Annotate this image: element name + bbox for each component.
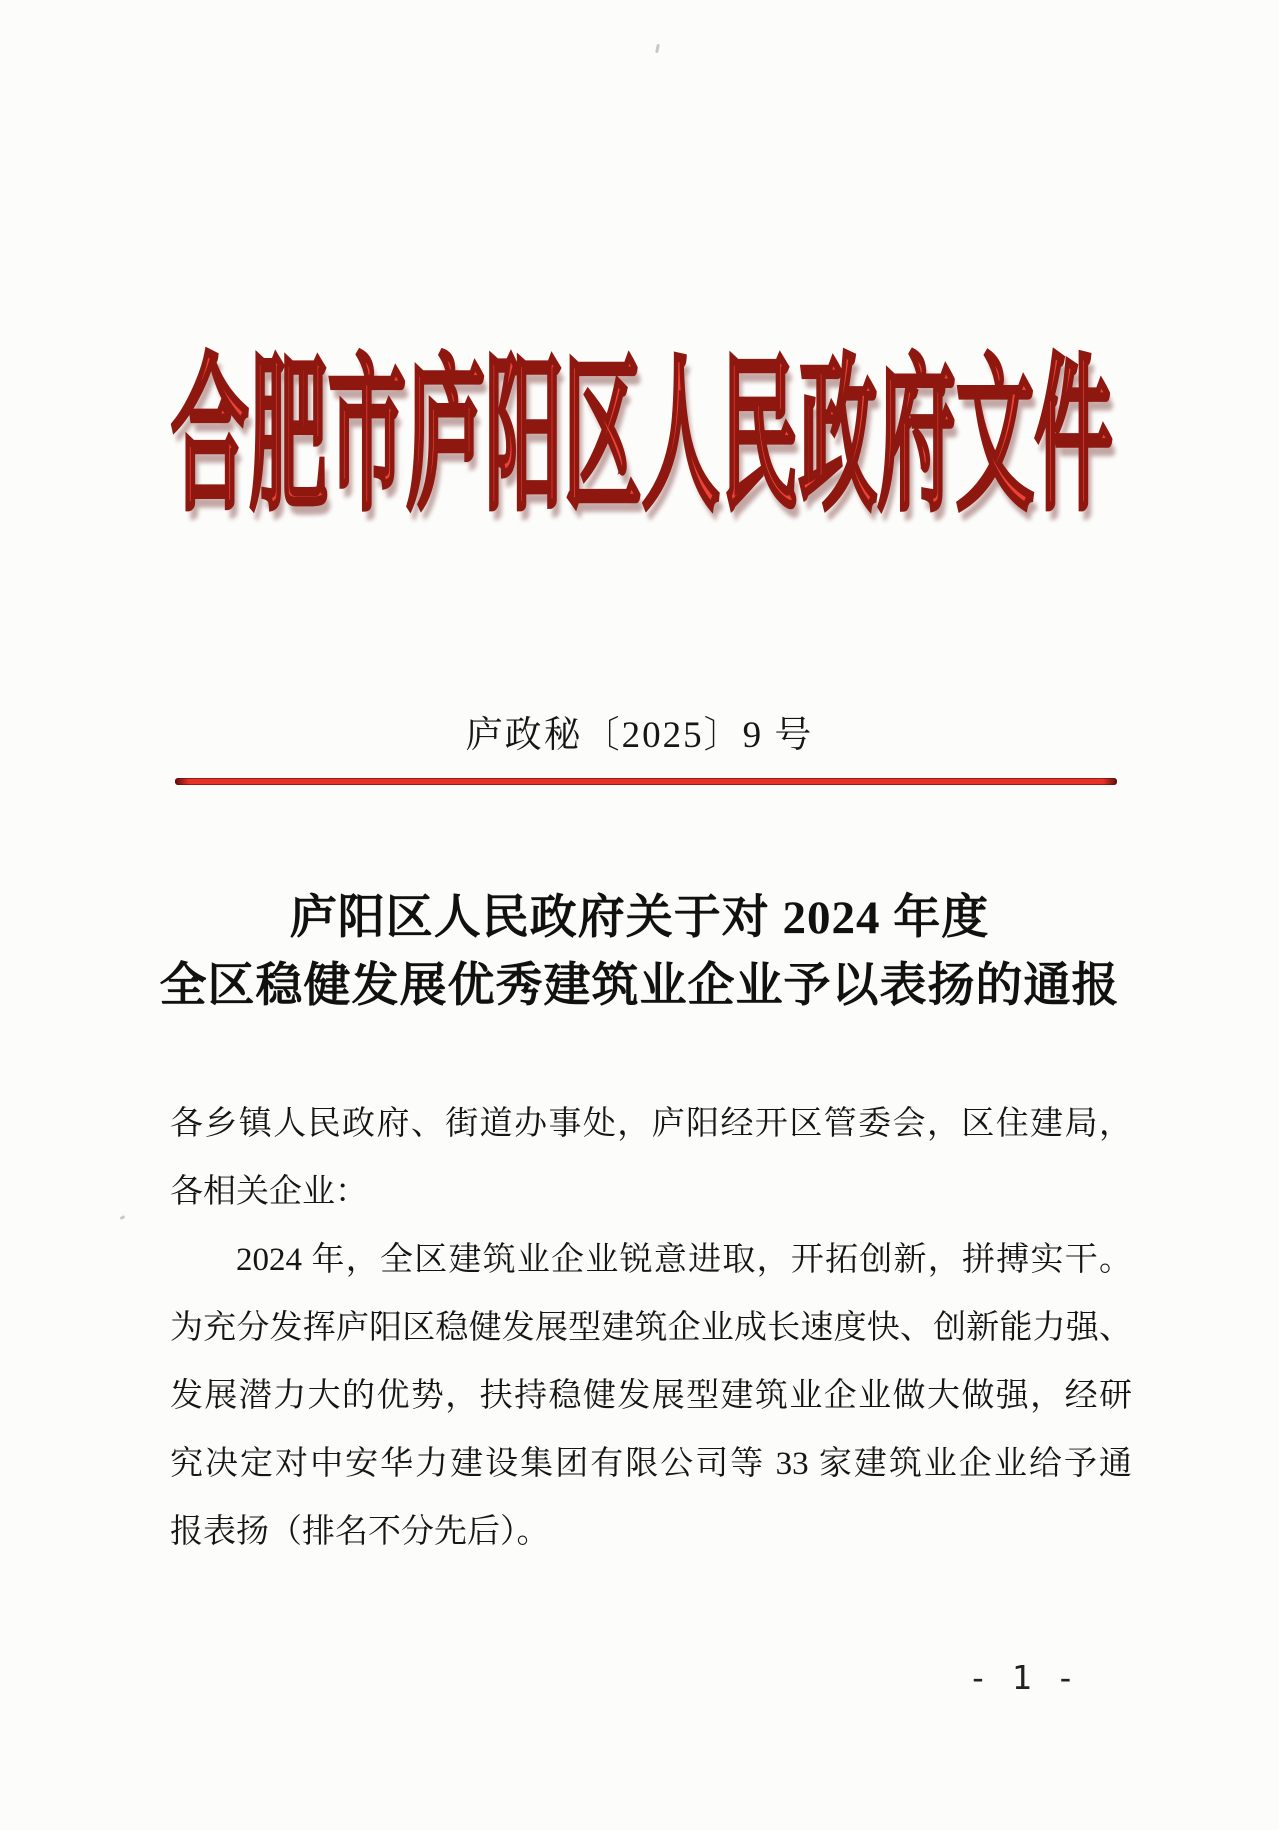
salutation-line: 各乡镇人民政府、街道办事处，庐阳经开区管委会，区住建局， xyxy=(170,1106,1132,1142)
document-title xyxy=(0,884,1279,1020)
body-line: 报表扬（排名不分先后）。 xyxy=(170,1514,550,1550)
red-rule-divider xyxy=(175,778,1117,785)
body-line: 发展潜力大的优势，扶持稳健发展型建筑业企业做大做强，经研 xyxy=(170,1378,1132,1414)
scan-artifact xyxy=(655,44,660,53)
body-line: 2024 年，全区建筑业企业锐意进取，开拓创新，拼搏实干。 xyxy=(236,1242,1132,1278)
page-number: - 1 - xyxy=(968,1658,1078,1697)
body-line: 为充分发挥庐阳区稳健发展型建筑企业成长速度快、创新能力强、 xyxy=(170,1310,1132,1346)
letterhead-title: 合肥市庐阳区人民政府文件 xyxy=(170,343,1113,531)
document-body xyxy=(170,1090,1132,1566)
document-title-line2: 全区稳健发展优秀建筑业企业予以表扬的通报 xyxy=(159,960,1120,1012)
body-line: 究决定对中安华力建设集团有限公司等 33 家建筑业企业给予通 xyxy=(170,1446,1132,1482)
document-title-line1: 庐阳区人民政府关于对 2024 年度 xyxy=(289,892,990,944)
salutation-line: 各相关企业： xyxy=(170,1174,368,1210)
document-number: 庐政秘〔2025〕9 号 xyxy=(465,715,814,756)
scan-artifact xyxy=(120,1215,126,1220)
